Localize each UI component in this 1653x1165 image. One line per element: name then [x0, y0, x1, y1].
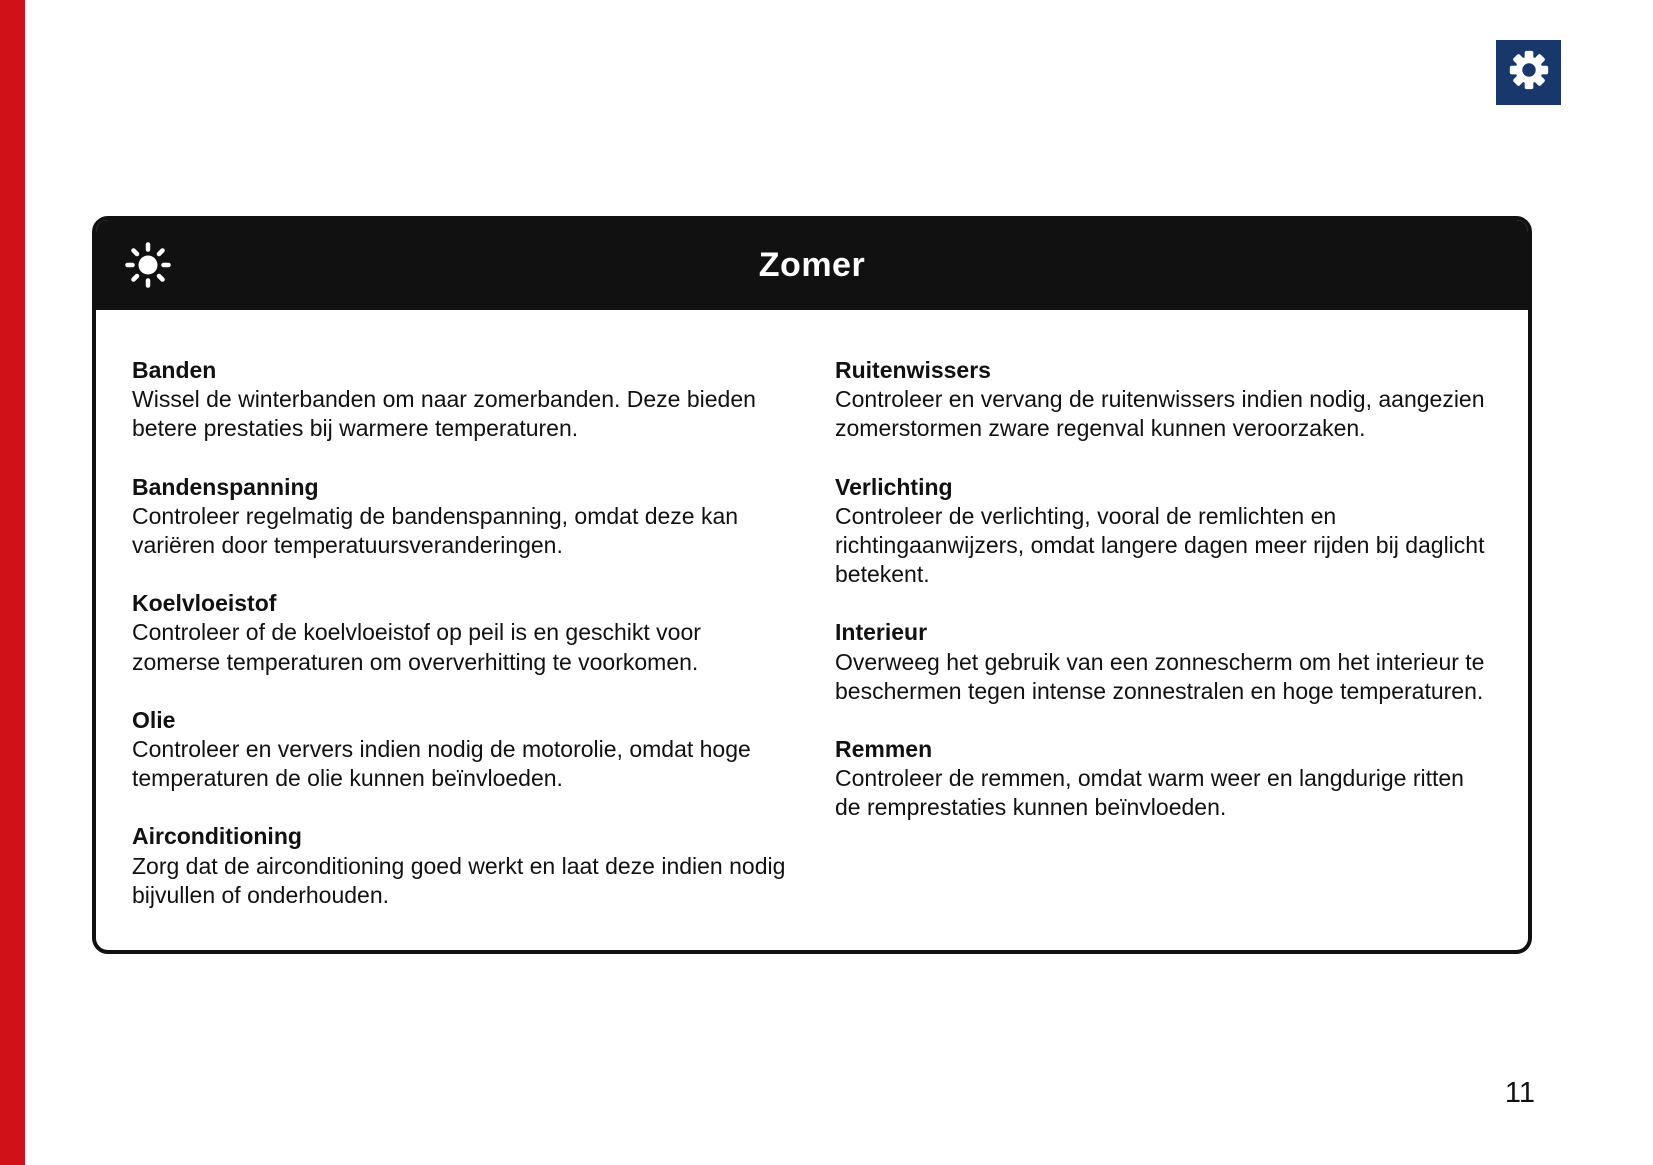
section-remmen	[835, 735, 1492, 823]
section-body: Controleer de verlichting, vooral de remlichten en richtingaanwijzers, omdat langere dagen meer rijden bij daglicht betekent.	[835, 502, 1485, 588]
section-heading: Olie	[132, 706, 176, 733]
section-heading: Interieur	[835, 619, 928, 646]
section-heading: Verlichting	[835, 473, 953, 500]
section-heading: Koelvloeistof	[132, 590, 277, 617]
section-koelvloeistof	[132, 589, 789, 677]
left-column	[132, 356, 789, 939]
season-card-zomer	[92, 216, 1532, 954]
section-heading: Banden	[132, 357, 217, 383]
section-body: Zorg dat de airconditioning goed werkt en laat deze indien nodig bijvullen of onderhouden.	[132, 852, 786, 908]
section-bandenspanning	[132, 473, 789, 561]
sun-icon	[124, 241, 172, 289]
section-heading: Ruitenwissers	[835, 357, 991, 383]
section-heading: Remmen	[835, 736, 933, 763]
section-olie	[132, 706, 789, 794]
section-body: Controleer en ververs indien nodig de motorolie, omdat hoge temperaturen de olie kunnen beïnvloeden.	[132, 736, 751, 792]
right-column	[835, 356, 1492, 939]
card-title: Zomer	[758, 245, 866, 284]
page-number: 11	[1504, 1077, 1535, 1109]
card-header	[96, 220, 1528, 310]
section-interieur	[835, 618, 1492, 706]
section-ruitenwissers	[835, 356, 1492, 444]
section-body: Overweeg het gebruik van een zonnescherm om het interieur te beschermen tegen intense zonnestralen en hoge temperaturen.	[835, 648, 1485, 704]
section-body: Controleer regelmatig de bandenspanning, omdat deze kan variëren door temperatuursveranderingen.	[132, 502, 739, 559]
section-body: Controleer of de koelvloeistof op peil is en geschikt voor zomerse temperaturen om oververhitting te voorkomen.	[132, 619, 701, 675]
card-body	[96, 310, 1528, 939]
gear-icon	[1506, 47, 1552, 98]
settings-gear-badge	[1496, 40, 1561, 105]
section-airconditioning	[132, 822, 789, 910]
section-verlichting	[835, 473, 1492, 590]
section-body: Wissel de winterbanden om naar zomerbanden. Deze bieden betere prestaties bij warmere temperaturen.	[132, 386, 756, 442]
section-heading: Bandenspanning	[132, 473, 319, 500]
section-body: Controleer de remmen, omdat warm weer en langdurige ritten de remprestaties kunnen beïnvloeden.	[835, 765, 1464, 821]
section-banden	[132, 356, 789, 444]
section-heading: Airconditioning	[132, 823, 302, 850]
section-body: Controleer en vervang de ruitenwissers indien nodig, aangezien zomerstormen zware regenval kunnen veroorzaken.	[835, 386, 1485, 442]
left-accent-bar	[0, 0, 25, 1165]
